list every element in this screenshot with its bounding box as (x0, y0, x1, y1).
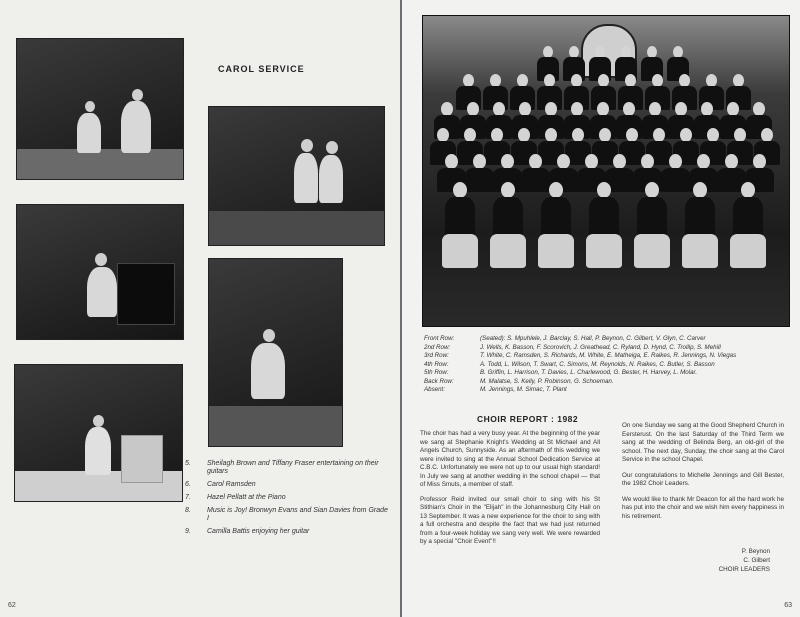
choir-member (545, 128, 557, 142)
choir-member (727, 102, 739, 116)
choir-member-body (661, 168, 690, 192)
caption-list (185, 460, 390, 541)
choir-member (734, 128, 746, 142)
photo-guitarists (16, 38, 184, 180)
choir-member (549, 182, 563, 198)
choir-member (529, 154, 542, 169)
choir-member (753, 102, 765, 116)
photo-hazel-pellatt (14, 364, 183, 502)
choir-member (741, 182, 755, 198)
choir-member (437, 128, 449, 142)
choir-member (585, 154, 598, 169)
choir-member (669, 154, 682, 169)
choir-member-body (733, 197, 764, 237)
choir-member (753, 154, 766, 169)
choir-member (761, 128, 773, 142)
report-paragraph: Our congratulations to Michelle Jennings and Gill Bester, the 1982 Choir Leaders. (622, 471, 784, 487)
photo-camilla-battis (208, 258, 343, 447)
choir-member-body (445, 197, 476, 237)
choir-member (675, 102, 687, 116)
choir-member-skirt (442, 234, 478, 268)
caption-item: 7. Hazel Pellatt at the Piano (185, 494, 286, 502)
names-row: 3rd Row: T. White, C. Ramsden, S. Richards, M. White, E. Matheiga, E. Raikes, R. Jennings, N. Viegas (424, 352, 737, 359)
report-paragraph: We would like to thank Mr Deacon for all the hard work he has put into the choir and we wish him every happiness in his retirement. (622, 495, 784, 520)
choir-member (501, 154, 514, 169)
choir-member (491, 128, 503, 142)
choir-member-body (521, 168, 550, 192)
choir-report-title: CHOIR REPORT : 1982 (477, 414, 579, 424)
choir-member (680, 128, 692, 142)
choir-member (473, 154, 486, 169)
choir-member (597, 102, 609, 116)
choir-member (519, 102, 531, 116)
carol-service-title: CAROL SERVICE (218, 64, 305, 74)
names-row: 2nd Row: J. Wells, K. Basson, F. Scorovich, J. Greathead, C. Ryland, D. Hynd, C. Trollip, S. Mehill (424, 343, 721, 351)
choir-member (701, 102, 713, 116)
names-row: Back Row: M. Malatse, S. Kelly, P. Robinson, G. Schoeman. (424, 377, 614, 385)
choir-member-skirt (730, 234, 766, 268)
caption-item: 8. Music is Joy! Bronwyn Evans and Sian Davies from Grade I (185, 507, 388, 523)
page-number-left: 62 (8, 602, 16, 609)
choir-member (571, 102, 583, 116)
choir-member-body (685, 197, 716, 237)
caption-item: 5. Sheilagh Brown and Tiffany Fraser entertaining on their guitars (185, 460, 379, 476)
choir-member (623, 102, 635, 116)
choir-member (572, 128, 584, 142)
choir-member-body (589, 197, 620, 237)
choir-member (493, 102, 505, 116)
choir-member-skirt (538, 234, 574, 268)
choir-names-list (424, 335, 736, 395)
names-row: Absent: M. Jennings, M. Simac, T. Plant (424, 386, 567, 393)
choir-member (626, 128, 638, 142)
choir-leaders-signature: P. Beynon C. Gilbert CHOIR LEADERS (718, 548, 770, 573)
page-number-right: 63 (784, 602, 792, 609)
choir-member (725, 154, 738, 169)
choir-member (599, 128, 611, 142)
report-column-1 (420, 430, 600, 547)
choir-member-skirt (634, 234, 670, 268)
photo-carol-ramsden (16, 204, 184, 340)
photo-grade-one-girls (208, 106, 385, 246)
choir-member-body (541, 197, 572, 237)
names-row: 4th Row: A. Todd, L. Wilson, T. Swart, C. Simons, M. Reynolds, N. Raikes, C. Butler, S. Basson (424, 360, 715, 368)
choir-member (641, 154, 654, 169)
choir-member (445, 154, 458, 169)
choir-member (613, 154, 626, 169)
choir-member (653, 128, 665, 142)
choir-member-skirt (586, 234, 622, 268)
caption-item: 6. Carol Ramsden (185, 481, 256, 489)
choir-member (441, 102, 453, 116)
report-paragraph: On one Sunday we sang at the Good Shepherd Church in Eersterust. On the last Saturday of the Third Term we sang at the wedding of Belinda Berg, an old-girl of the school. The next day, Sunday, the choir sang at the Carol Service in the school Chapel. (622, 422, 784, 463)
choir-member (645, 182, 659, 198)
choir-member (518, 128, 530, 142)
choir-member (649, 102, 661, 116)
choir-member-body (493, 197, 524, 237)
report-paragraph: The choir has had a very busy year. At the beginning of the year we sang at Stephanie Knight's Wedding at St Michael and All Angels Church, Sunnyside. As an aftermath of this wedding we were invited to sing at the Annual School Dedication Service at C.B.C. Unfortunately we were not up to our usual high standard! In July we sang at another wedding in the school chapel — that of Miss Smuts, a member of staff. (420, 430, 600, 488)
choir-photo (422, 15, 790, 327)
choir-member (697, 154, 710, 169)
choir-member (597, 182, 611, 198)
names-row: Front Row: (Seated): S. Mpuhlele, J. Barclay, S. Hall, P. Beynon, C. Gilbert, V. Glyn, C. Carver (424, 335, 706, 342)
right-page (402, 0, 800, 617)
choir-member-body (465, 168, 494, 192)
choir-member (707, 128, 719, 142)
choir-member (557, 154, 570, 169)
choir-member-skirt (490, 234, 526, 268)
choir-member (693, 182, 707, 198)
choir-member-body (637, 197, 668, 237)
names-row: 5th Row: B. Griffin, L. Harrison, T. Davies, L. Charlewood, G. Bester, H. Harvey, L. Molar. (424, 369, 698, 376)
choir-member (464, 128, 476, 142)
choir-member-skirt (682, 234, 718, 268)
report-paragraph: Professor Reid invited our small choir to sing with his St Stithian's Choir in the "Elijah" in the Johannesburg City Hall on 13 September. It was a new experience for the choir to sing with a full orchestra and despite the fact that we had just returned from a four-week holiday we sang very well. We were rewarded by a special "Choir Event"!! (420, 495, 600, 545)
choir-member (467, 102, 479, 116)
choir-member (501, 182, 515, 198)
choir-member (545, 102, 557, 116)
caption-item: 9. Camilla Battis enjoying her guitar (185, 528, 310, 536)
report-column-2 (622, 422, 784, 521)
choir-member (453, 182, 467, 198)
